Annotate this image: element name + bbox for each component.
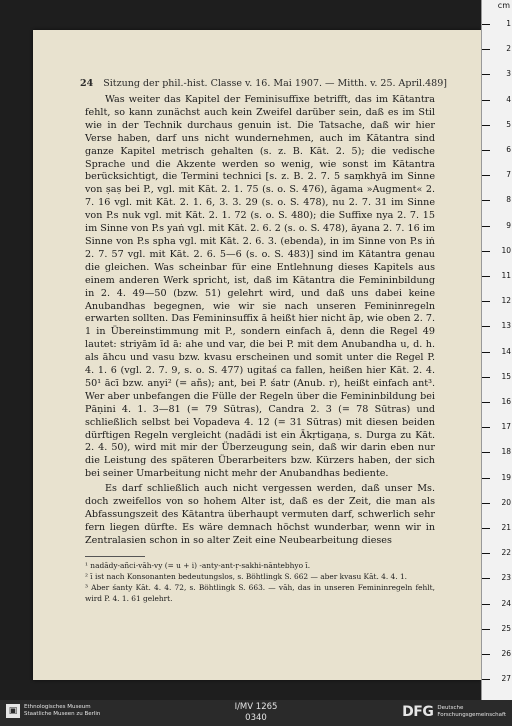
dfg-line-1: Deutsche: [437, 705, 464, 711]
paragraph-2: Es darf schließlich auch nicht vergessen werden, daß unser Ms. doch zweifellos von so hohem Alter ist, daß es der Zeit, die man als Abfassungszeit des Kātantra überhaupt vermuten darf, schwerlich sehr fern liegen dürfte. Es wäre demnach höchst wunderbar, wenn wir in Zentralasien schon in so alter Zeit eine Neubearbeitung dieses: [85, 483, 435, 546]
museum-subtitle: Staatliche Museen zu Berlin: [24, 711, 101, 717]
ruler-tick-label: 3: [506, 69, 511, 79]
ruler-tick-line: [482, 326, 490, 327]
ruler-tick-line: [482, 578, 490, 579]
museum-logo-icon: ▣: [6, 704, 20, 718]
ruler-tick-label: 17: [501, 422, 511, 432]
ruler-tick-line: [482, 200, 490, 201]
ruler-tick-line: [482, 150, 490, 151]
shelfmark-id: I/MV 1265: [234, 702, 278, 712]
ruler-tick-line: [482, 276, 490, 277]
ruler-tick-label: 10: [501, 245, 511, 255]
footnote-3: ³ Aber śanty Kāt. 4. 4. 72, s. Böhtlingk S. 663. — vāh, das in unseren Femininregeln fehlt, wird P. 4. 1. 61 gelehrt.: [85, 583, 435, 603]
bottom-bar: [0, 700, 512, 726]
ruler-tick-line: [482, 125, 490, 126]
ruler-tick-label: 25: [501, 623, 511, 633]
ruler-tick-label: 18: [501, 447, 511, 457]
ruler-tick-line: [482, 74, 490, 75]
running-header: [80, 78, 447, 89]
scale-ruler: [481, 0, 512, 700]
header-right: 489]: [425, 78, 447, 89]
ruler-tick-label: 8: [506, 195, 511, 205]
museum-credit: [6, 704, 100, 718]
ruler-tick-line: [482, 503, 490, 504]
ruler-tick-label: 11: [501, 271, 511, 280]
museum-name: Ethnologisches Museum: [24, 704, 91, 710]
body-text: [85, 94, 435, 548]
ruler-tick-label: 23: [501, 573, 511, 583]
ruler-tick-label: 19: [501, 472, 511, 482]
ruler-tick-label: 7: [506, 170, 511, 180]
ruler-tick-line: [482, 629, 490, 630]
ruler-tick-line: [482, 452, 490, 453]
ruler-tick-label: 13: [501, 321, 511, 331]
ruler-tick-label: 26: [501, 649, 511, 658]
ruler-tick-line: [482, 402, 490, 403]
ruler-tick-label: 14: [501, 346, 511, 356]
footnote-2: ² ī ist nach Konsonanten bedeutungslos, s. Böhtlingk S. 662 — aber kvasu Kāt. 4. 4. 1.: [85, 572, 408, 581]
ruler-unit: cm: [497, 1, 510, 10]
ruler-tick-line: [482, 24, 490, 25]
ruler-tick-label: 6: [506, 145, 511, 154]
ruler-tick-label: 12: [501, 296, 511, 306]
footnotes: [85, 560, 435, 604]
ruler-tick-line: [482, 553, 490, 554]
footnote-rule: [85, 556, 145, 557]
dfg-credit: [402, 704, 506, 720]
ruler-tick-line: [482, 301, 490, 302]
ruler-tick-line: [482, 49, 490, 50]
ruler-tick-line: [482, 654, 490, 655]
shelfmark: [200, 702, 312, 724]
ruler-tick-line: [482, 679, 490, 680]
ruler-tick-line: [482, 100, 490, 101]
ruler-tick-label: 4: [506, 94, 511, 104]
ruler-tick-label: 2: [506, 44, 511, 54]
ruler-tick-label: 9: [506, 220, 511, 230]
ruler-tick-line: [482, 427, 490, 428]
ruler-tick-line: [482, 478, 490, 479]
ruler-tick-label: 15: [501, 371, 511, 381]
ruler-tick-line: [482, 226, 490, 227]
ruler-tick-line: [482, 251, 490, 252]
ruler-tick-label: 21: [501, 523, 511, 532]
ruler-tick-label: 16: [501, 397, 511, 406]
ruler-tick-line: [482, 377, 490, 378]
ruler-tick-label: 22: [501, 548, 511, 558]
dfg-line-2: Forschungsgemeinschaft: [437, 712, 506, 718]
ruler-tick-line: [482, 352, 490, 353]
shelfmark-page: 0340: [245, 713, 267, 723]
ruler-tick-line: [482, 528, 490, 529]
ruler-tick-label: 24: [501, 598, 511, 608]
ruler-tick-label: 5: [506, 119, 511, 129]
page-number: 24: [80, 78, 94, 89]
paragraph-1: Was weiter das Kapitel der Feminisuffixe betrifft, das im Kātantra fehlt, so kann zunächst auch kein Zweifel darüber sein, daß es im Stil wie in der Technik durchaus genuin ist. Die Tatsache, daß wir hier Verse haben, darf uns nicht wundernehmen, auch im Kātantra sind ganze Kapitel metrisch gehalten (s. z. B. Kāt. 2. 5); die vedische Sprache und die Akzente werden so wenig, wie sonst im Kātantra berücksichtigt, die Termini technici [s. z. B. 2. 7. 5 saṃkhyā im Sinne von ṣaṣ bei P., vgl. mit Kāt. 2. 1. 75 (s. o. S. 476), āgama »Augment« 2. 7. 16 vgl. mit Kāt. 2. 1. 6, 3. 3. 29 (s. o. S. 478), nu 2. 7. 31 im Sinne von P.s nuk vgl. mit Kāt. 2. 1. 72 (s. o. S. 480); die Suffixe nya 2. 7. 15 im Sinne von P.s yaṅ vgl. mit Kāt. 2. 6. 2 (s. o. S. 478), āyana 2. 7. 16 im Sinne von P.s spha vgl. mit Kāt. 2. 6. 3. (ebenda), in im Sinne von P.s iṅ 2. 7. 57 vgl. mit Kāt. 2. 6. 5—6 (s. o. S. 483)] sind im Kātantra genau die gleichen. Was scheinbar für eine Entlehnung dieses Kapitels aus einem anderen Werk spricht, ist, daß im Kātantra die Femininbildung in 2. 4. 49—50 (bzw. 51) gelehrt wird, und daß uns dabei keine Anubandhas begegnen, wie wir sie nach unseren Femininregeln erwarten sollten. Das Femininsuffix ā heißt hier nicht āp, wie oben 2. 7. 1 in Übereinstimmung mit P., sondern einfach ā, denn die Regel 49 lautet: striyām īd ā: ahe und var, die bei P. mit dem Anubandha u, d. h. als āhcu und vasu bzw. kvasu erscheinen und somit unter die Regel P. 4. 1. 6 (vgl. 2. 7. 9, s. o. S. 477) ugitaś ca fallen, heißen hier Kāt. 2. 4. 50¹ ācī bzw. anyi² (= añs); ant, bei P. śatr (Anub. r), heißt einfach ant³. Wer aber unbefangen die Fülle der Regeln über die Femininbildung bei Pāṇini 4. 1. 3—81 (= 79 Sūtras), Candra 2. 3 (= 78 Sūtras) und schließlich selbst bei Vopadeva 4. 12 (= 31 Sūtras) mit diesen beiden dürftigen Regeln vergleicht (nadādi ist ein Ākṛtigaṇa, s. Durga zu Kāt. 2. 4. 50), wird mit mir der Überzeugung sein, daß wir darin eben nur die Leistung des späteren Überarbeiters bzw. Kürzers haben, der sich bei seiner Umarbeitung nicht mehr der Anubandhas bediente.: [85, 94, 435, 480]
ruler-tick-label: 27: [501, 674, 511, 684]
ruler-tick-label: 1: [506, 19, 511, 28]
ruler-tick-line: [482, 604, 490, 605]
ruler-tick-label: 20: [501, 497, 511, 507]
ruler-tick-line: [482, 175, 490, 176]
footnote-1: ¹ nadādy-añci-vāh-vy (= u + i) -anty-ant-ṛ-sakhi-nāntebhyo ī.: [85, 561, 311, 570]
dfg-logo: DFG: [402, 704, 434, 720]
header-title: Sitzung der phil.-hist. Classe v. 16. Mai 1907. — Mitth. v. 25. April.: [103, 78, 426, 89]
